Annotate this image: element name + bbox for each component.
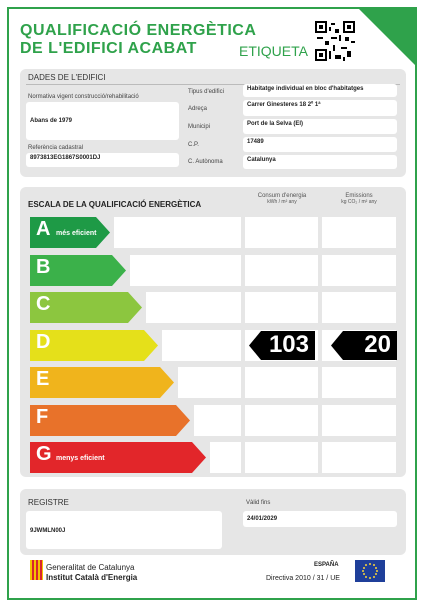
scale-row-spacer (162, 330, 241, 361)
scale-row-spacer (146, 292, 241, 323)
cp-value: 17489 (243, 137, 397, 152)
consum-cell (245, 442, 318, 473)
energy-bar-a (30, 217, 110, 248)
consum-cell (245, 367, 318, 398)
scale-row-spacer (178, 367, 241, 398)
building-data-panel (20, 69, 406, 177)
referencia-value: 8973813EG1867S0001DJ (26, 153, 179, 167)
valid-value: 24/01/2029 (243, 511, 397, 527)
registre-panel (20, 489, 406, 555)
scale-row-spacer (194, 405, 241, 436)
scale-section-title: ESCALA DE LA QUALIFICACIÓ ENERGÈTICA (28, 200, 202, 209)
eu-flag-icon (355, 560, 385, 582)
corner-decoration (359, 9, 415, 65)
registre-label: REGISTRE (28, 498, 69, 507)
scale-row-spacer (130, 255, 241, 286)
consum-cell (245, 217, 318, 248)
etiqueta-label: ETIQUETA (239, 43, 308, 59)
municipi-label: Municipi (188, 124, 211, 130)
emissions-unit: kg CO₂ / m² any (341, 199, 377, 205)
org-line1: Generalitat de Catalunya (46, 563, 135, 572)
adreca-value: Carrer Ginesteres 18 2º 1ª (243, 100, 397, 116)
consum-header (245, 193, 319, 205)
energy-bar-e (30, 367, 174, 398)
normativa-label: Normativa vigent construcció/rehabilitació (28, 94, 139, 100)
emissions-cell (322, 442, 396, 473)
registre-value: 9JWMLN00J (26, 511, 222, 549)
country-label: ESPAÑA (314, 562, 339, 568)
consum-value: 103 (268, 330, 309, 358)
emissions-cell (322, 405, 396, 436)
energy-bar-b (30, 255, 126, 286)
tipus-value: Habitatge individual en bloc d'habitatges (243, 84, 397, 97)
title-line1: QUALIFICACIÓ ENERGÈTICA (20, 22, 257, 39)
emissions-rating-arrow (331, 331, 397, 360)
normativa-value: Abans de 1979 (26, 102, 179, 140)
qr-code-icon (315, 21, 355, 61)
energy-bar-letter: C (36, 293, 51, 315)
energy-bar-f (30, 405, 190, 436)
emissions-cell (322, 292, 396, 323)
energy-bar-sublabel: més eficient (56, 230, 97, 237)
emissions-cell (322, 217, 396, 248)
emissions-cell (322, 367, 396, 398)
consum-cell (245, 255, 318, 286)
generalitat-logo-icon (30, 560, 43, 580)
consum-cell (245, 405, 318, 436)
building-section-title: DADES DE L'EDIFICI (28, 73, 106, 82)
referencia-label: Referència cadastral (28, 145, 84, 151)
cp-label: C.P. (188, 142, 199, 148)
ca-value: Catalunya (243, 155, 397, 169)
scale-row-spacer (210, 442, 241, 473)
energy-bar-letter: G (36, 443, 52, 465)
energy-bar-letter: E (36, 368, 50, 390)
emissions-header (322, 193, 396, 205)
emissions-cell (322, 255, 396, 286)
title-line2: DE L'EDIFICI ACABAT (20, 40, 197, 57)
energy-bar-sublabel: menys eficient (56, 455, 105, 462)
org-line2: Institut Català d'Energia (46, 573, 138, 582)
energy-bar-letter: B (36, 255, 51, 278)
consum-cell (245, 292, 318, 323)
energy-bar-d (30, 330, 158, 361)
directive-label: Directiva 2010 / 31 / UE (266, 575, 340, 582)
energy-bar-g (30, 442, 206, 473)
valid-label: Vàlid fins (246, 500, 271, 506)
scale-row-spacer (114, 217, 241, 248)
emissions-value: 20 (364, 330, 391, 358)
municipi-value: Port de la Selva (El) (243, 119, 397, 134)
consum-unit: kWh / m² any (267, 199, 297, 205)
emissions-label: Emissions (345, 193, 373, 199)
energy-bar-letter: D (36, 330, 51, 353)
ca-label: C. Autònoma (188, 159, 223, 165)
consum-label: Consum d'energia (257, 193, 307, 199)
energy-bar-letter: F (36, 405, 49, 428)
tipus-label: Tipus d'edifici (188, 89, 224, 95)
energy-bar-c (30, 292, 142, 323)
consum-rating-arrow (249, 331, 315, 360)
adreca-label: Adreça (188, 106, 208, 112)
energy-bar-letter: A (36, 218, 51, 240)
